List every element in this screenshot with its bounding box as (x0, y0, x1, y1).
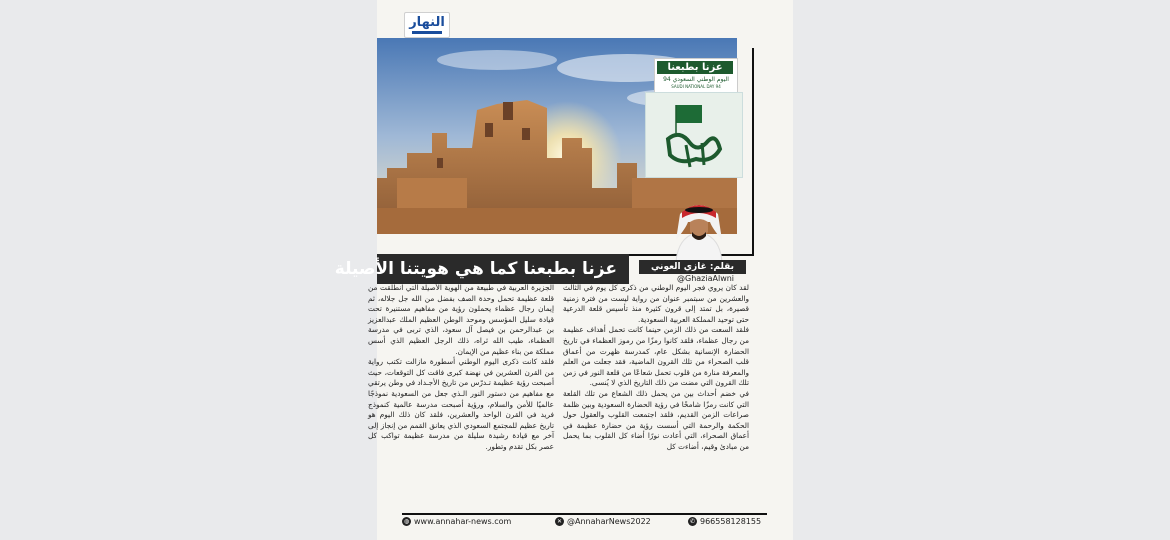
footer-website-link[interactable] (402, 517, 511, 526)
whatsapp-text: 966558128155 (700, 517, 762, 526)
paragraph: فلقد كانت ذكرى اليوم الوطني أسطورة مازالت تكتب رواية من القرن العشرين في نهضة كبرى فاقت كل التوقعات، حيث أصبحت رؤية عظيمة تـدرّس من تاريخ الأجـداد في وطن يرتقي مع مفاهيم من دستور النور الـذي جعل من السعودية نموذجًا عالميًا للأمن والسلام، ورؤية أصبحت مدرسة عالمية كنموذج فريد في القرن الواحد والعشرين، فلقد كان ذلك اليوم هو تاريخ عظيم للمجتمع السعودي الذي يعانق القمم من إنجاز إلى آخر مع قيادة رشيدة سليلة من مدرسة عظيمة تواكب كل عصر بكل تقدم وتطور. (368, 357, 554, 451)
annahar-logo[interactable] (404, 12, 450, 38)
paragraph: الجزيرة العربية في طبيعة من الهوية الأصيلة التي انطلقت من قلعة عظيمة تحمل وحدة الصف بفضل من الله جل جلاله، ثم إيمان رجال عظماء يحملون رؤية من مفاهيم مستنيرة تحت قيادة سليل المؤسس وموحد الوطن العظيم الملك عبدالعزيز بن عبدالرحمن بن فيصل آل سعود، الذي تربى في مدرسة العظماء، طيب الله ثراه، ذلك الرجل العظيم الذي أسس مملكة من بناء عظيم من الإيمان. (368, 283, 554, 356)
footer-rule (402, 513, 767, 515)
x-logo-icon: ✕ (556, 518, 563, 525)
website-text: www.annahar-news.com (414, 517, 512, 526)
article-column-right (563, 283, 749, 453)
author-handle[interactable]: @GhaziaAlwni (677, 274, 735, 283)
logo-underline (412, 31, 442, 34)
slogan-badge (654, 58, 738, 94)
logo-text: النهار (409, 15, 445, 30)
paragraph: في خضم أحداث بين من يحمل ذلك الشعاع من تلك القلعة التي كانت رمزًا شامخًا في رؤية الحضارة السعودية وبين ظلمة صراعات الزمن القديم، فلقد اجتمعت القلوب والعقول حول الحكمة والرحمة التي أسست رؤية من حضارة عظيمة في أعماق الصحراء، التي أعادت نورًا أضاء كل القلوب بما يحمل من مبادئ وقيم، أضاءت كل (563, 388, 749, 451)
author-photo (664, 192, 734, 262)
paragraph: لقد كان يروي فجر اليوم الوطني من ذكرى كل يوم في الثالث والعشرين من سبتمبر عنوان من رواية ليست من فترة زمنية قصيرة، بل تمتد إلى قرون كثيرة منذ تأسيس قلعة الدرعية حتى توحيد المملكة العربية السعودية. (563, 283, 749, 324)
footer-whatsapp-link[interactable] (688, 517, 761, 526)
frame-line-vertical (752, 48, 754, 254)
slogan-subtitle-en: SAUDI NATIONAL DAY 94 (671, 84, 721, 89)
paragraph: فلقد السعت من ذلك الزمن حينما كانت تحمل أهداف عظيمة من رجال عظماء، فلقد كانوا رمزًا من رموز العظماء في تاريخ الحضارة الإنسانية بشكل عام، كمدرسة ظهرت من أعماق قلب الصحراء من تلك القرون الماضية، فقد جعلت من العلم والمعرفة منارة من قلوب تحمل شعاعًا من قلعة النور في زمن تلك القرون التي مضت من ذلك التاريخ الذي لا يُنسى. (563, 325, 749, 388)
author-name-tag: بقلم: غازي العوني (639, 260, 746, 274)
article-column-left (368, 283, 554, 453)
article-headline: عزنا بطبعنا كما هي هويتنا الأصيلة (334, 259, 617, 279)
national-day-card (645, 92, 743, 178)
globe-icon: ◍ (403, 518, 410, 525)
footer (402, 517, 767, 529)
newspaper-page (334, 0, 793, 540)
national-day-emblem-icon (646, 93, 742, 177)
headline-banner (334, 254, 629, 284)
top-bar (377, 0, 793, 38)
slogan-subtitle: اليوم الوطني السعودي 94 (663, 76, 729, 83)
footer-x-link[interactable] (555, 517, 651, 526)
x-handle-text: @AnnaharNews2022 (567, 517, 651, 526)
slogan-title: عزنا بطبعنا (657, 61, 733, 74)
whatsapp-icon: ✆ (689, 518, 696, 525)
